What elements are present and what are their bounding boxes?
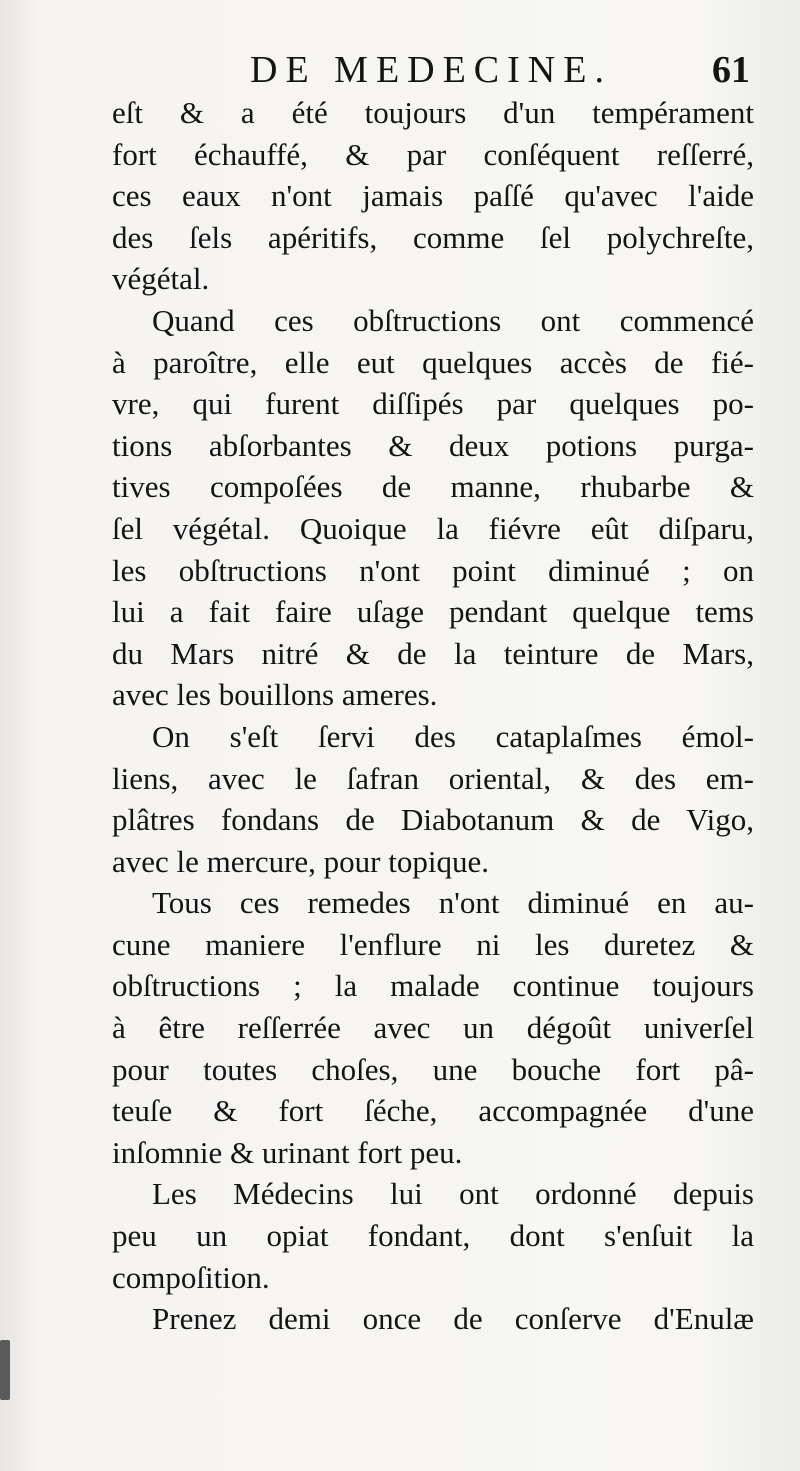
text-line: du Mars nitré & de la teinture de Mars, xyxy=(112,635,754,671)
body-text xyxy=(112,92,754,1340)
text-line: obſtructions ; la malade continue toujours xyxy=(112,968,754,1004)
text-line: fort échauffé, & par conſéquent reſſerré, xyxy=(112,136,754,172)
text-line: à paroître, elle eut quelques accès de fié- xyxy=(112,344,754,380)
text-line: On s'eſt ſervi des cataplaſmes émol- xyxy=(152,718,754,754)
text-line: vre, qui furent diſſipés par quelques po- xyxy=(112,386,754,422)
running-head: DE MEDECINE. xyxy=(250,49,612,91)
binding-edge-mark xyxy=(0,1340,10,1400)
text-line: teuſe & fort ſéche, accompagnée d'une xyxy=(112,1093,754,1129)
text-line: tives compoſées de manne, rhubarbe & xyxy=(112,469,754,505)
text-line: végétal. xyxy=(112,261,210,297)
text-line: des ſels apéritifs, comme ſel polychreſte, xyxy=(112,219,754,255)
text-line: eſt & a été toujours d'un tempérament xyxy=(112,95,754,130)
text-line: inſomnie & urinant fort peu. xyxy=(112,1134,463,1170)
text-line: peu un opiat fondant, dont s'enſuit la xyxy=(112,1218,754,1254)
text-line: Prenez demi once de conſerve d'Enulæ xyxy=(152,1301,754,1337)
text-line: plâtres fondans de Diabotanum & de Vigo, xyxy=(112,802,754,838)
text-line: à être reſſerrée avec un dégoût univerſel xyxy=(112,1010,754,1046)
page-header xyxy=(250,48,750,92)
text-line: liens, avec le ſafran oriental, & des em- xyxy=(112,760,754,796)
text-line: avec les bouillons ameres. xyxy=(112,677,438,713)
text-line: Tous ces remedes n'ont diminué en au- xyxy=(152,885,754,921)
text-line: cune maniere l'enflure ni les duretez & xyxy=(112,926,754,962)
text-line: les obſtructions n'ont point diminué ; on xyxy=(112,552,754,588)
text-line: ces eaux n'ont jamais paſſé qu'avec l'aide xyxy=(112,178,754,214)
text-line: tions abſorbantes & deux potions purga- xyxy=(112,427,754,463)
text-line: Les Médecins lui ont ordonné depuis xyxy=(152,1176,754,1212)
text-line: lui a fait faire uſage pendant quelque tems xyxy=(112,594,754,630)
text-line: compoſition. xyxy=(112,1259,270,1295)
text-line: pour toutes choſes, une bouche fort pâ- xyxy=(112,1051,754,1087)
text-line: avec le mercure, pour topique. xyxy=(112,843,489,879)
text-line: ſel végétal. Quoique la fiévre eût diſparu, xyxy=(112,510,754,546)
page-number: 61 xyxy=(712,49,750,91)
text-line: Quand ces obſtructions ont commencé xyxy=(152,302,754,338)
